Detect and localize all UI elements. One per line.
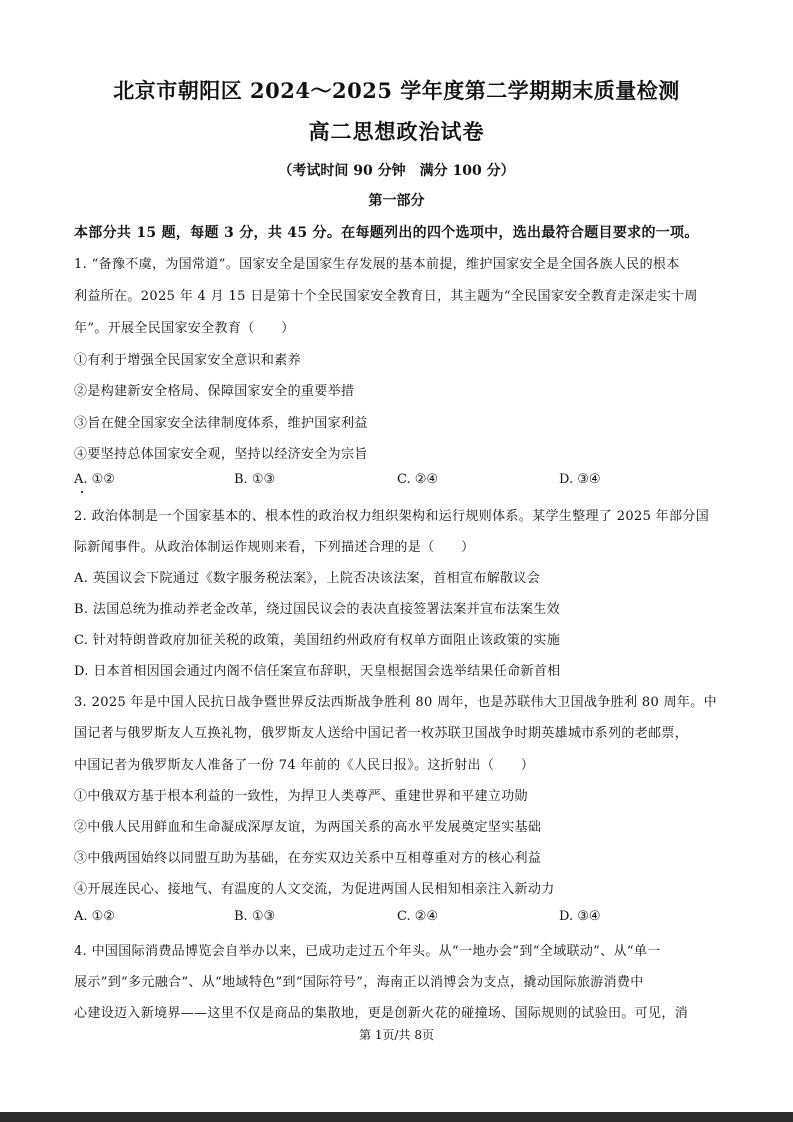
q1-option-a: A. ①② <box>74 472 115 487</box>
section-instruction: 本部分共 15 题，每题 3 分，共 45 分。在每题列出的四个选项中，选出最符合题目要求的一项。 <box>74 225 699 241</box>
exam-subtitle: 高二思想政治试卷 <box>308 119 485 144</box>
q4-stem-line-3: 心建设迈入新境界——这里不仅是商品的集散地，更是创新火花的碰撞场、国际规则的试验田。可见，消 <box>74 1006 689 1021</box>
q2-option-b: B. 法国总统为推动养老金改革，绕过国民议会的表决直接签署法案并宣布法案生效 <box>74 602 561 617</box>
q1-stem-line-2: 利益所在。2025 年 4 月 15 日是第十个全民国家安全教育日，其主题为“全民国家安全教育走深走实十周 <box>74 289 698 304</box>
q1-option-b: B. ①③ <box>234 472 276 487</box>
q4-stem-line-1: 4. 中国国际消费品博览会自举办以来，已成功走过五个年头。从“一地办会”到“全域联动”、从“单一 <box>74 944 661 959</box>
exam-info: （考试时间 90 分钟 满分 100 分） <box>278 163 515 179</box>
q1-stem-line-1: 1. “备豫不虞，为国常道”。国家安全是国家生存发展的基本前提，维护国家安全是全国各族人民的根本 <box>74 257 680 272</box>
q1-item-2: ②是构建新安全格局、保障国家安全的重要举措 <box>74 384 355 399</box>
q1-option-d: D. ③④ <box>559 472 601 487</box>
exam-title: 北京市朝阳区 2024～2025 学年度第二学期期末质量检测 <box>113 78 680 103</box>
q3-option-c: C. ②④ <box>397 909 439 924</box>
q1-item-3: ③旨在健全国家安全法律制度体系，维护国家利益 <box>74 416 368 431</box>
stray-mark <box>81 491 83 493</box>
page-number: 第 1页/共 8页 <box>359 1028 434 1042</box>
q2-stem-line-1: 2. 政治体制是一个国家基本的、根本性的政治权力组织架构和运行规则体系。某学生整理了 2025 年部分国 <box>74 509 710 524</box>
q3-item-2: ②中俄人民用鲜血和生命凝成深厚友谊，为两国关系的高水平发展奠定坚实基础 <box>74 820 542 835</box>
q3-stem-line-1: 3. 2025 年是中国人民抗日战争暨世界反法西斯战争胜利 80 周年，也是苏联伟大卫国战争胜利 80 周年。中 <box>74 695 717 710</box>
q4-stem-line-2: 展示”到“多元融合”、从“地域特色”到“国际符号”，海南正以消博会为支点，撬动国际旅游消费中 <box>74 975 644 990</box>
q3-stem-line-2: 国记者与俄罗斯友人互换礼物，俄罗斯友人送给中国记者一枚苏联卫国战争时期英雄城市系列的老邮票， <box>74 726 689 741</box>
q3-option-d: D. ③④ <box>559 909 601 924</box>
q2-option-c: C. 针对特朗普政府加征关税的政策，美国纽约州政府有权单方面阻止该政策的实施 <box>74 633 561 648</box>
q1-item-1: ①有利于增强全民国家安全意识和素养 <box>74 353 301 368</box>
q3-item-1: ①中俄双方基于根本利益的一致性，为捍卫人类尊严、重建世界和平建立功勋 <box>74 789 528 804</box>
q3-stem-line-3: 中国记者为俄罗斯友人准备了一份 74 年前的《人民日报》。这折射出（ ） <box>74 758 535 773</box>
q1-stem-line-3: 年”。开展全民国家安全教育（ ） <box>74 321 295 336</box>
q1-item-4: ④要坚持总体国家安全观，坚持以经济安全为宗旨 <box>74 447 368 462</box>
q1-option-c: C. ②④ <box>397 472 439 487</box>
q3-option-a: A. ①② <box>74 909 115 924</box>
q2-option-d: D. 日本首相因国会通过内阁不信任案宣布辞职，天皇根据国会选举结果任命新首相 <box>74 664 561 679</box>
bottom-bar <box>0 1112 793 1122</box>
q3-option-b: B. ①③ <box>234 909 276 924</box>
q2-stem-line-2: 际新闻事件。从政治体制运作规则来看，下列描述合理的是（ ） <box>74 540 475 555</box>
q3-item-3: ③中俄两国始终以同盟互助为基础，在夯实双边关系中互相尊重对方的核心利益 <box>74 851 542 866</box>
q2-option-a: A. 英国议会下院通过《数字服务税法案》，上院否决该法案，首相宣布解散议会 <box>74 571 541 586</box>
section-heading: 第一部分 <box>368 193 425 209</box>
q3-item-4: ④开展连民心、接地气、有温度的人文交流，为促进两国人民相知相亲注入新动力 <box>74 882 555 897</box>
